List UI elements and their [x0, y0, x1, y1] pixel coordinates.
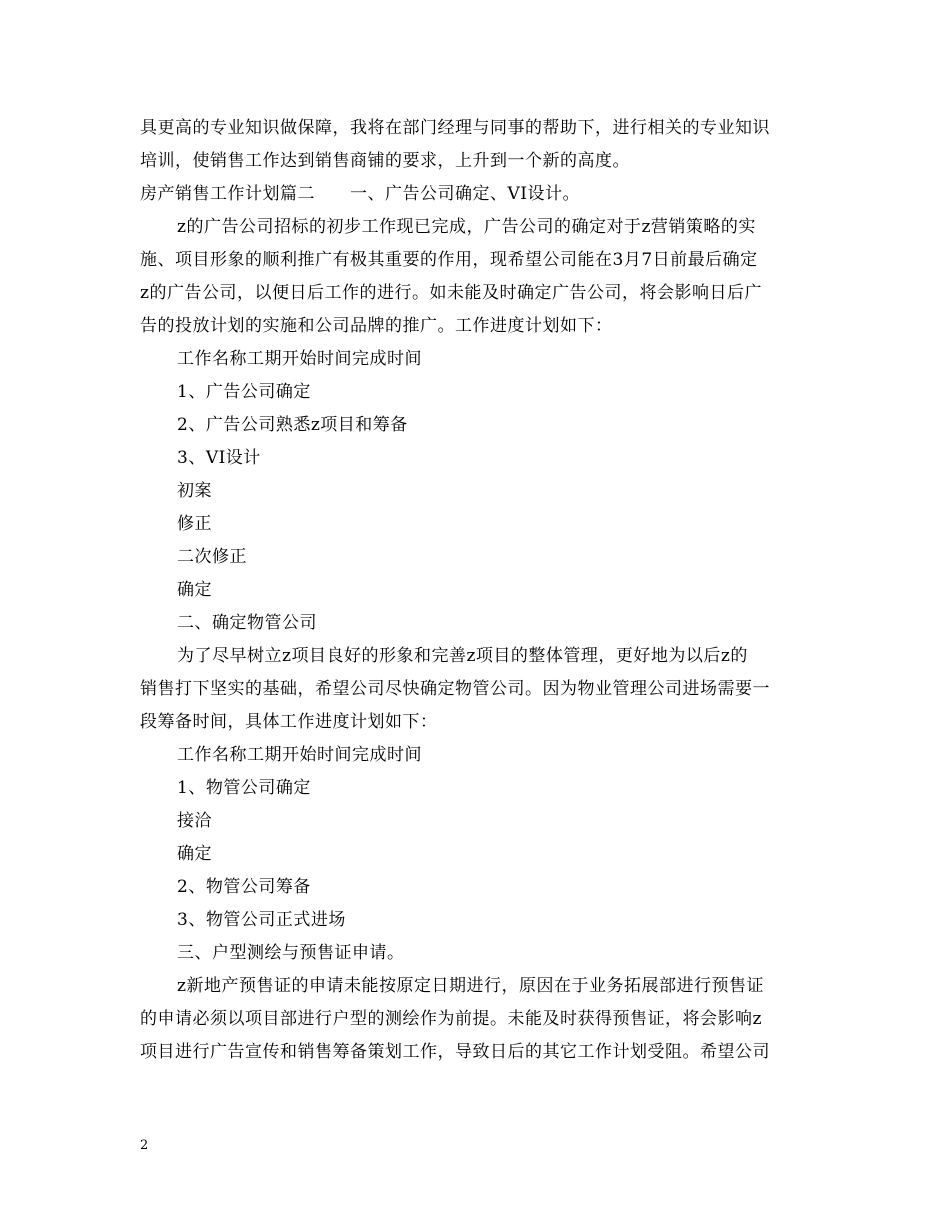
list-item: 确定 [177, 580, 212, 600]
list-item: 初案 [177, 481, 212, 501]
list-item: 修正 [177, 514, 212, 534]
text-line: 告的投放计划的实施和公司品牌的推广。工作进度计划如下： [140, 316, 613, 336]
text-line: 为了尽早树立z项目良好的形象和完善z项目的整体管理，更好地为以后z的 [177, 646, 748, 666]
page-number: 2 [140, 1138, 149, 1153]
text-line: 项目进行广告宣传和销售筹备策划工作，导致日后的其它工作计划受阻。希望公司 [140, 1042, 770, 1062]
table-header-line: 工作名称工期开始时间完成时间 [177, 745, 422, 765]
text-line: 段筹备时间，具体工作进度计划如下： [140, 712, 438, 732]
list-item: 2、广告公司熟悉z项目和筹备 [177, 415, 408, 435]
section-heading: 三、户型测绘与预售证申请。 [177, 943, 405, 963]
text-line: z的广告公司招标的初步工作现已完成，广告公司的确定对于z营销策略的实 [177, 217, 756, 237]
list-item: 接洽 [177, 811, 212, 831]
list-item: 3、物管公司正式进场 [177, 910, 346, 930]
table-header-line: 工作名称工期开始时间完成时间 [177, 349, 422, 369]
section-heading: 二、确定物管公司 [177, 613, 317, 633]
text-line: 培训，使销售工作达到销售商铺的要求，上升到一个新的高度。 [140, 151, 630, 171]
list-item: 1、物管公司确定 [177, 778, 311, 798]
text-line: 具更高的专业知识做保障，我将在部门经理与同事的帮助下，进行相关的专业知识 [140, 118, 770, 138]
list-item: 确定 [177, 844, 212, 864]
text-line: 销售打下坚实的基础，希望公司尽快确定物管公司。因为物业管理公司进场需要一 [140, 679, 770, 699]
text-line: 房产销售工作计划篇二 一、广告公司确定、VI设计。 [140, 184, 580, 204]
list-item: 2、物管公司筹备 [177, 877, 311, 897]
text-line: 施、项目形象的顺利推广有极其重要的作用，现希望公司能在3月7日前最后确定 [140, 250, 758, 270]
text-line: z新地产预售证的申请未能按原定日期进行，原因在于业务拓展部进行预售证 [177, 976, 764, 996]
list-item: 3、VI设计 [177, 448, 261, 468]
list-item: 二次修正 [177, 547, 247, 567]
text-line: 的申请必须以项目部进行户型的测绘作为前提。未能及时获得预售证，将会影响z [140, 1009, 762, 1029]
text-line: z的广告公司，以便日后工作的进行。如未能及时确定广告公司，将会影响日后广 [140, 283, 762, 303]
list-item: 1、广告公司确定 [177, 382, 311, 402]
